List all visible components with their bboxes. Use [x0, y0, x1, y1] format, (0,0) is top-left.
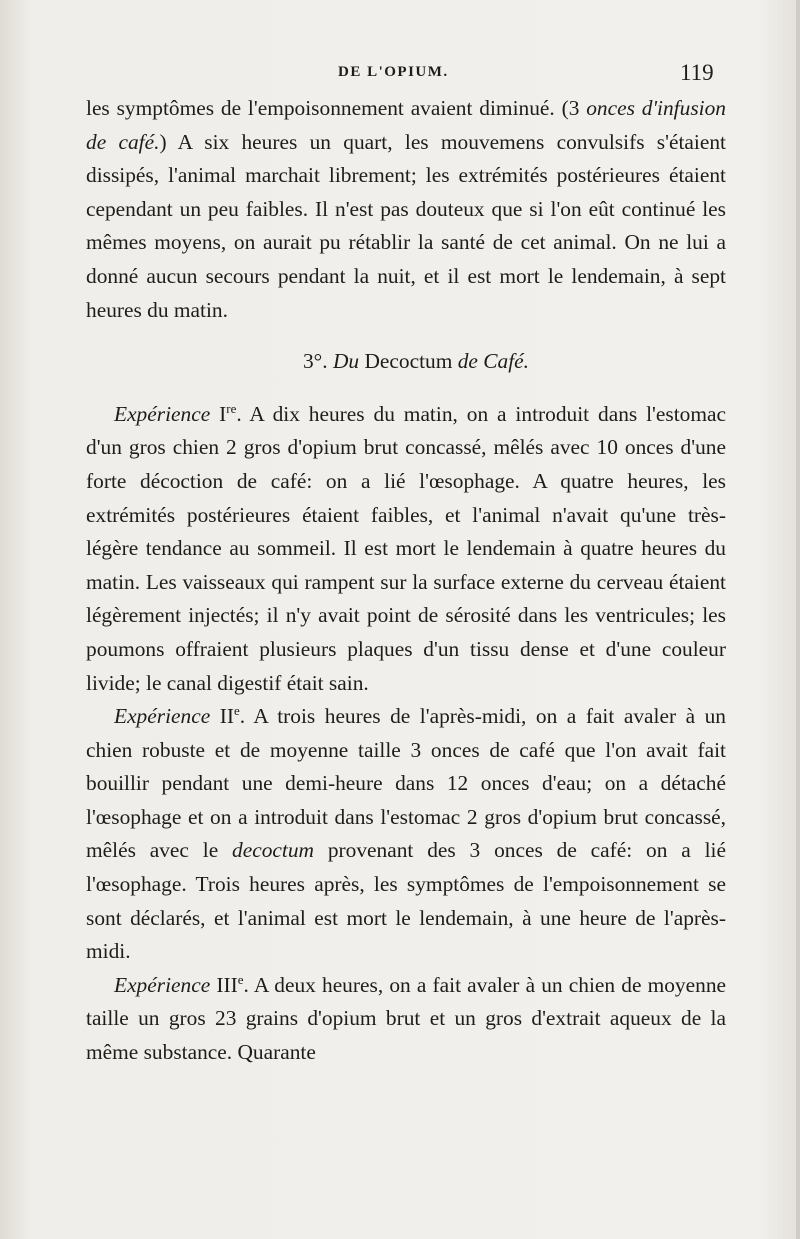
experiment-label: Expérience [114, 401, 211, 426]
paragraph-text: ) A six heures un quart, les mouvemens convulsifs s'étaient dissipés, l'animal marchait librement; les extrémités postérieures étaient cependant un peu faibles. Il n'est pas douteux que si l'on eût continué les mêmes moyens, on aurait pu rétablir la santé de cet animal. On ne lui a donné aucun secours pendant la nuit, et il est mort le lendemain, à sept heures du matin. [86, 129, 726, 322]
page-number: 119 [680, 60, 714, 85]
experiment-text: provenant des 3 onces de café: on a lié l'œsophage. Trois heures après, les symptômes de l'empoisonnement se sont déclarés, et l'animal est mort le lendemain, à une heure de l'après-midi. [86, 838, 726, 964]
experiment-label: Expérience [114, 972, 211, 997]
experiment-number: I [210, 401, 227, 426]
section-title-italic: de Café. [457, 349, 529, 374]
experiment-number: III [210, 972, 238, 997]
section-number: 3°. [302, 349, 333, 374]
section-heading [86, 345, 726, 379]
experiment-text: . A deux heures, on a fait avaler à un chien de moyenne taille un gros 23 grains d'opium brut et un gros d'extrait aqueux de la même substance. Quarante [86, 972, 727, 1065]
section-title-roman: Decoctum [359, 349, 458, 374]
experiment-label: Expérience [114, 704, 211, 729]
italic-text: decoctum [232, 838, 314, 863]
paragraph-continued [86, 92, 726, 327]
experiment-ordinal: e [237, 971, 244, 987]
experiment-paragraph [86, 969, 726, 1070]
experiment-text: . A dix heures du matin, on a introduit dans l'estomac d'un gros chien 2 gros d'opium brut concassé, mêlés avec 10 onces d'une forte décoction de café: on a lié l'œsophage. A quatre heures, les extrémités postérieures étaient faibles, et l'animal n'avait qu'une très-légère tendance au sommeil. Il est mort le lendemain à quatre heures du matin. Les vaisseaux qui rampent sur la surface externe du cerveau étaient légèrement injectés; il n'y avait point de sérosité dans les ventricules; les poumons offraient plusieurs plaques d'un tissu dense et d'une couleur livide; le canal digestif était sain. [86, 401, 726, 695]
experiment-text: . A trois heures de l'après-midi, on a fait avaler à un chien robuste et de moyenne taille 3 onces de café que l'on avait fait bouillir pendant une demi-heure dans 12 onces d'eau; on a détaché l'œsophage et on a introduit dans l'estomac 2 gros d'opium brut concassé, mêlés avec le [86, 704, 726, 863]
experiment-ordinal: e [233, 703, 240, 719]
running-header [0, 60, 800, 90]
experiment-number: II [210, 704, 234, 729]
experiment-paragraph [86, 398, 726, 700]
experiment-paragraph [86, 700, 726, 969]
paragraph-text: les symptômes de l'empoisonnement avaient diminué. (3 [86, 96, 587, 120]
italic-text: onces d'infusion de café. [86, 96, 726, 154]
running-title: DE L'OPIUM. [338, 64, 449, 80]
section-title-italic: Du [332, 349, 360, 374]
body-text [86, 92, 726, 1070]
experiment-ordinal: re [226, 400, 237, 416]
